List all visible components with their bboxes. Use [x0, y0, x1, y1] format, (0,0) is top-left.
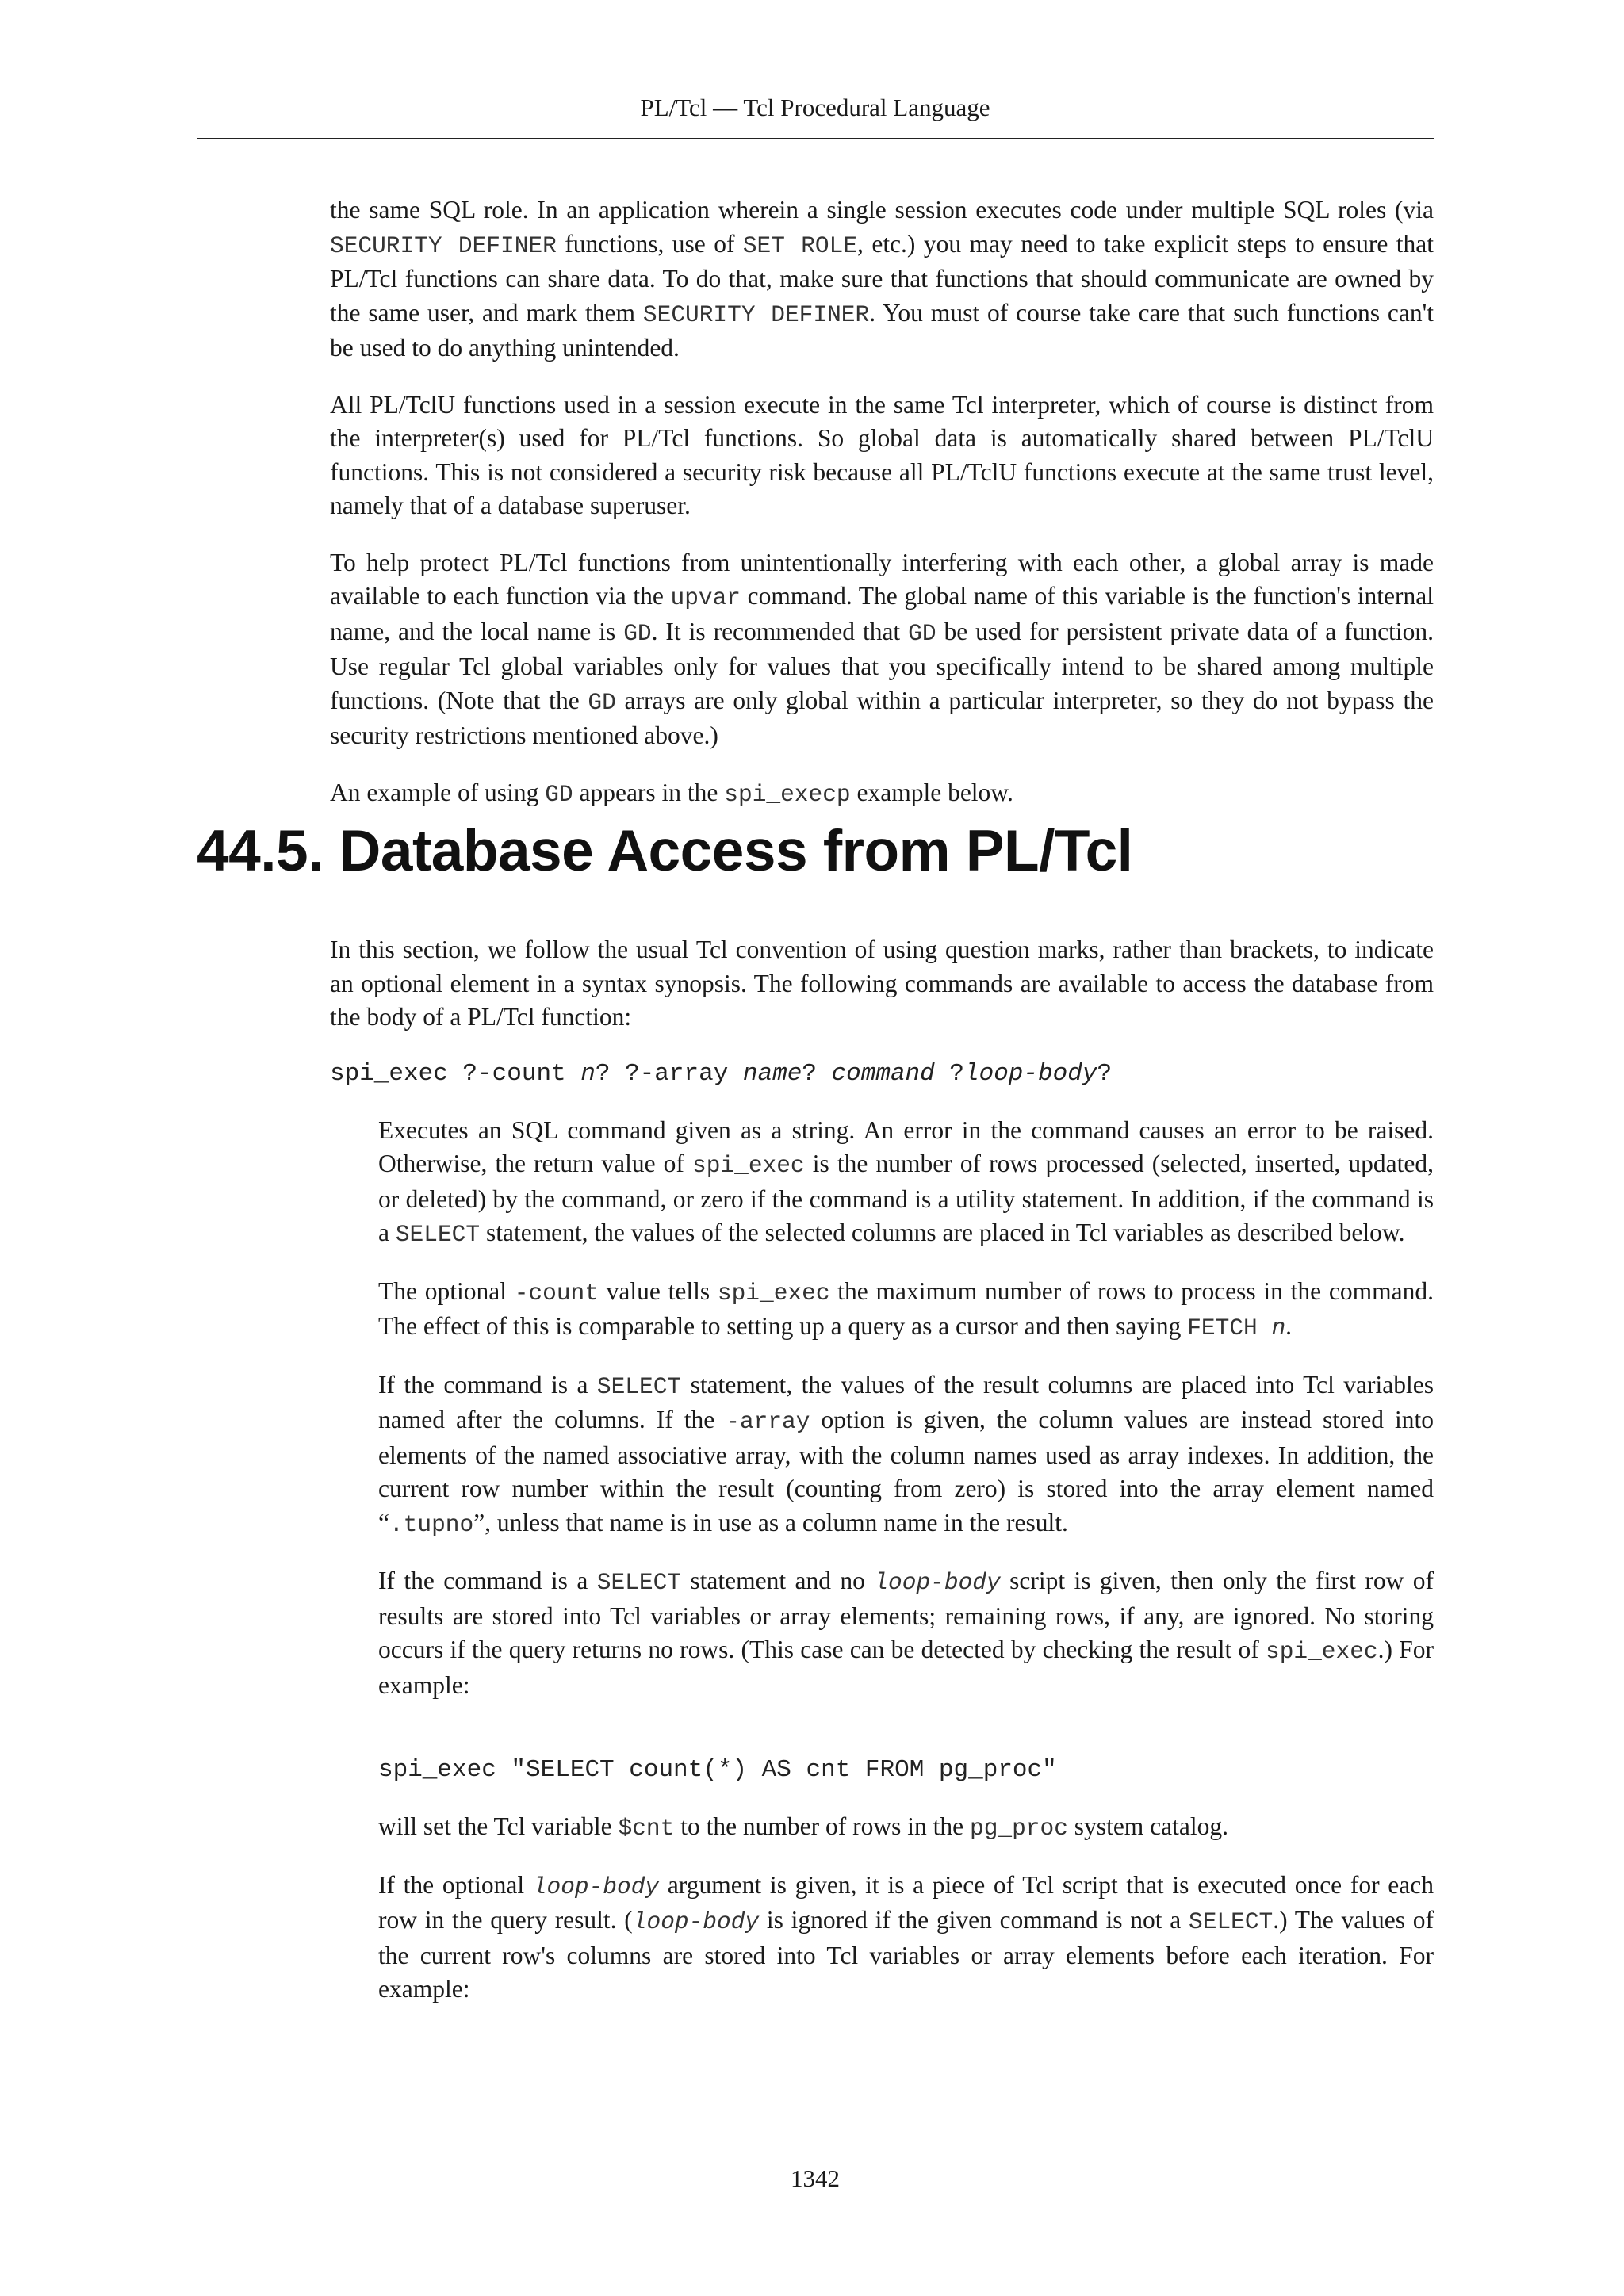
paragraph: the same SQL role. In an application wherein a single session executes code under multiple SQL roles (via SECURITY DEFINER functions, use of SET ROLE, etc.) you may need to take explicit steps to ensure that PL/Tcl functions can share data. To do that, make sure that functions that should communicate are owned by the same user, and mark them SECURITY DEFINER. You must of course take care that such functions can't be used to do anything unintended. — [330, 196, 1434, 362]
paragraph: Executes an SQL command given as a string. An error in the command causes an error to be raised. Otherwise, the return value of spi_exec is the number of rows processed (selected, inserted, updated, or deleted) by the command, or zero if the command is a utility statement. In addition, if the command is a SELECT statement, the values of the selected columns are placed in Tcl variables as described below. — [378, 1115, 1434, 1248]
section-title: 44.5. Database Access from PL/Tcl — [197, 819, 1133, 883]
page-number: 1342 — [791, 2164, 840, 2192]
paragraph: will set the Tcl variable $cnt to the number of rows in the pg_proc system catalog. — [378, 1812, 1228, 1842]
header-rule — [197, 138, 1434, 139]
paragraph: To help protect PL/Tcl functions from unintentionally interfering with each other, a global array is made available to each function via the upvar command. The global name of this variable is the function's internal name, and the local name is GD. It is recommended that GD be used for persistent private data of a function. Use regular Tcl global variables only for values that you specifically intend to be shared among multiple functions. (Note that the GD arrays are only global within a particular interpreter, so they do not bypass the security restrictions mentioned above.) — [330, 548, 1434, 749]
code-example: spi_exec "SELECT count(*) AS cnt FROM pg_proc" — [378, 1756, 1057, 1784]
paragraph: If the command is a SELECT statement, the values of the result columns are placed into Tcl variables named after the columns. If the -array option is given, the column values are instead stored into elements of the named associative array, with the column names used as array indexes. In addition, the current row number within the result (counting from zero) is stored into the array element named “.tupno”, unless that name is in use as a column name in the result. — [378, 1370, 1434, 1538]
paragraph: If the command is a SELECT statement and no loop-body script is given, then only the first row of results are stored into Tcl variables or array elements; remaining rows, if any, are ignored. No storing occurs if the query returns no rows. (This case can be detected by checking the result of spi_exec.) For example: — [378, 1567, 1434, 1699]
running-header: PL/Tcl — Tcl Procedural Language — [640, 94, 990, 121]
paragraph: All PL/TclU functions used in a session execute in the same Tcl interpreter, which of course is distinct from the interpreter(s) used for PL/Tcl functions. So global data is automatically shared between PL/TclU functions. This is not considered a security risk because all PL/TclU functions execute at the same trust level, namely that of a database superuser. — [330, 390, 1434, 519]
command-description — [378, 1114, 1434, 2007]
intro-body — [330, 193, 1434, 834]
paragraph: An example of using GD appears in the spi_execp example below. — [330, 778, 1013, 808]
paragraph: The optional -count value tells spi_exec the maximum number of rows to process in the command. The effect of this is comparable to setting up a query as a cursor and then saying FETCH n. — [378, 1276, 1434, 1341]
command-synopsis: spi_exec ?-count n? ?-array name? command ?loop-body? — [330, 1059, 1113, 1088]
paragraph: If the optional loop-body argument is given, it is a piece of Tcl script that is executed once for each row in the query result. (loop-body is ignored if the given command is not a SELECT.) The values of the current row's columns are stored into Tcl variables or array elements before each iteration. For example: — [378, 1870, 1434, 2003]
paragraph: In this section, we follow the usual Tcl convention of using question marks, rather than brackets, to indicate an optional element in a syntax synopsis. The following commands are available to access the database from the body of a PL/Tcl function: — [330, 936, 1434, 1031]
section-body — [330, 933, 1434, 2030]
